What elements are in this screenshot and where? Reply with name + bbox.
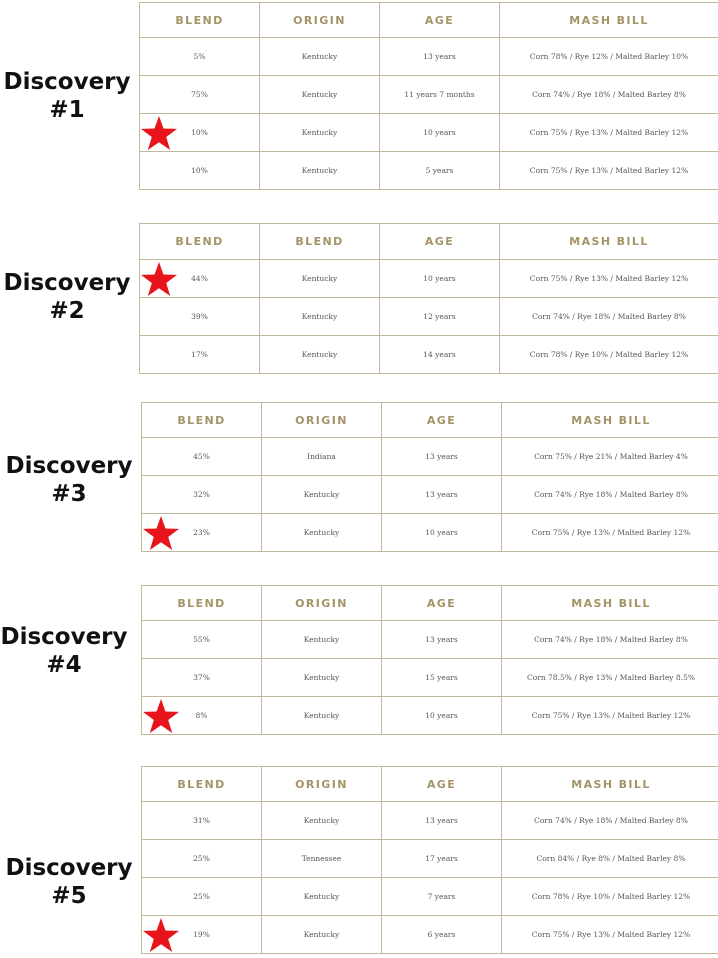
blend-value: 8% — [195, 711, 208, 720]
blend-value: 10% — [191, 166, 208, 175]
mash-value: Corn 74% / Rye 18% / Malted Barley 8% — [532, 90, 686, 99]
table-header-row — [142, 403, 718, 438]
origin-value: Kentucky — [301, 274, 338, 283]
table-row — [142, 438, 718, 476]
discovery-title: Discovery — [5, 855, 133, 881]
cell-mash — [502, 514, 718, 552]
origin-value: Kentucky — [301, 128, 338, 137]
table-row — [142, 878, 718, 916]
cell-mash — [502, 878, 718, 916]
table-row — [140, 114, 718, 152]
blend-value: 17% — [191, 350, 208, 359]
cell-mash — [502, 840, 718, 878]
discovery-title: Discovery — [0, 624, 128, 650]
table-row — [142, 697, 718, 735]
cell-blend — [140, 114, 260, 152]
table-header-row — [140, 3, 718, 38]
cell-mash — [500, 336, 718, 374]
table-row — [140, 38, 718, 76]
star-icon — [142, 917, 180, 953]
origin-value: Kentucky — [301, 166, 338, 175]
cell-blend — [140, 38, 260, 76]
cell-age — [380, 298, 500, 336]
column-header: MASH BILL — [502, 403, 718, 438]
mash-value: Corn 75% / Rye 13% / Malted Barley 12% — [529, 166, 689, 175]
blend-value: 37% — [193, 673, 210, 682]
mash-value: Corn 75% / Rye 13% / Malted Barley 12% — [531, 711, 691, 720]
cell-age — [382, 659, 502, 697]
cell-origin — [260, 76, 380, 114]
age-value: 13 years — [425, 816, 458, 825]
cell-blend — [140, 260, 260, 298]
discovery-label — [0, 452, 138, 508]
cell-mash — [500, 260, 718, 298]
cell-origin — [260, 298, 380, 336]
origin-value: Kentucky — [303, 930, 340, 939]
cell-origin — [262, 840, 382, 878]
cell-origin — [260, 152, 380, 190]
origin-value: Kentucky — [301, 52, 338, 61]
discovery-label — [0, 623, 128, 679]
table-row — [142, 621, 718, 659]
age-value: 10 years — [425, 528, 458, 537]
mash-value: Corn 84% / Rye 8% / Malted Barley 8% — [536, 854, 686, 863]
mash-value: Corn 74% / Rye 18% / Malted Barley 8% — [534, 635, 688, 644]
discovery-number: #3 — [51, 481, 87, 507]
star-icon — [142, 515, 180, 551]
cell-mash — [500, 298, 718, 336]
table-row — [142, 659, 718, 697]
cell-mash — [502, 659, 718, 697]
age-value: 13 years — [423, 52, 456, 61]
cell-mash — [502, 697, 718, 735]
cell-origin — [260, 260, 380, 298]
cell-origin — [262, 697, 382, 735]
star-icon — [140, 115, 178, 151]
origin-value: Kentucky — [303, 816, 340, 825]
column-header: ORIGIN — [262, 403, 382, 438]
column-header: BLEND — [142, 767, 262, 802]
cell-age — [382, 514, 502, 552]
cell-mash — [502, 916, 718, 954]
column-header: BLEND — [142, 586, 262, 621]
cell-age — [382, 878, 502, 916]
cell-origin — [262, 476, 382, 514]
origin-value: Kentucky — [301, 90, 338, 99]
blend-value: 32% — [193, 490, 210, 499]
table-row — [140, 152, 718, 190]
cell-blend — [140, 76, 260, 114]
origin-value: Kentucky — [303, 528, 340, 537]
mash-value: Corn 74% / Rye 18% / Malted Barley 8% — [534, 816, 688, 825]
cell-mash — [500, 38, 718, 76]
discovery-label — [0, 269, 134, 325]
mash-value: Corn 78% / Rye 12% / Malted Barley 10% — [529, 52, 689, 61]
origin-value: Tennessee — [301, 854, 342, 863]
cell-blend — [140, 298, 260, 336]
column-header: MASH BILL — [500, 3, 718, 38]
discovery-label — [0, 854, 138, 910]
cell-blend — [140, 336, 260, 374]
blend-table — [141, 585, 718, 735]
column-header: ORIGIN — [262, 586, 382, 621]
discovery-title: Discovery — [3, 69, 131, 95]
cell-age — [382, 916, 502, 954]
table-row — [140, 76, 718, 114]
column-header: AGE — [380, 224, 500, 260]
mash-value: Corn 75% / Rye 13% / Malted Barley 12% — [531, 528, 691, 537]
column-header: MASH BILL — [500, 224, 718, 260]
blend-value: 19% — [193, 930, 210, 939]
cell-origin — [262, 514, 382, 552]
cell-blend — [142, 916, 262, 954]
age-value: 7 years — [427, 892, 456, 901]
cell-mash — [502, 621, 718, 659]
discovery-number: #5 — [51, 883, 87, 909]
cell-age — [380, 260, 500, 298]
age-value: 15 years — [425, 673, 458, 682]
blend-value: 25% — [193, 892, 210, 901]
table-row — [142, 476, 718, 514]
blend-value: 25% — [193, 854, 210, 863]
column-header: BLEND — [260, 224, 380, 260]
cell-blend — [142, 802, 262, 840]
age-value: 10 years — [423, 128, 456, 137]
cell-origin — [262, 878, 382, 916]
origin-value: Kentucky — [303, 635, 340, 644]
cell-blend — [142, 476, 262, 514]
cell-blend — [142, 878, 262, 916]
blend-value: 45% — [193, 452, 210, 461]
mash-value: Corn 74% / Rye 18% / Malted Barley 8% — [532, 312, 686, 321]
table-header-row — [140, 224, 718, 260]
table-row — [142, 514, 718, 552]
cell-mash — [500, 114, 718, 152]
origin-value: Indiana — [307, 452, 336, 461]
cell-age — [382, 697, 502, 735]
table-row — [140, 336, 718, 374]
column-header: AGE — [380, 3, 500, 38]
discovery-title: Discovery — [5, 453, 133, 479]
origin-value: Kentucky — [303, 490, 340, 499]
cell-age — [382, 438, 502, 476]
cell-origin — [260, 336, 380, 374]
origin-value: Kentucky — [303, 892, 340, 901]
blend-value: 75% — [191, 90, 208, 99]
mash-value: Corn 78% / Rye 10% / Malted Barley 12% — [529, 350, 689, 359]
blend-table — [139, 223, 718, 374]
blend-value: 39% — [191, 312, 208, 321]
mash-value: Corn 75% / Rye 13% / Malted Barley 12% — [529, 128, 689, 137]
cell-blend — [142, 514, 262, 552]
mash-value: Corn 75% / Rye 13% / Malted Barley 12% — [529, 274, 689, 283]
origin-value: Kentucky — [303, 673, 340, 682]
blend-value: 55% — [193, 635, 210, 644]
age-value: 13 years — [425, 490, 458, 499]
cell-mash — [502, 476, 718, 514]
blend-value: 10% — [191, 128, 208, 137]
blend-value: 5% — [193, 52, 206, 61]
cell-age — [382, 476, 502, 514]
column-header: ORIGIN — [262, 767, 382, 802]
cell-origin — [262, 659, 382, 697]
age-value: 13 years — [425, 635, 458, 644]
discovery-title: Discovery — [3, 270, 131, 296]
origin-value: Kentucky — [301, 350, 338, 359]
age-value: 12 years — [423, 312, 456, 321]
blend-table — [141, 402, 718, 552]
column-header: AGE — [382, 403, 502, 438]
age-value: 10 years — [425, 711, 458, 720]
cell-age — [380, 152, 500, 190]
age-value: 14 years — [423, 350, 456, 359]
column-header: BLEND — [140, 224, 260, 260]
cell-blend — [142, 438, 262, 476]
cell-age — [382, 840, 502, 878]
cell-mash — [502, 802, 718, 840]
blend-value: 23% — [193, 528, 210, 537]
cell-mash — [502, 438, 718, 476]
cell-age — [382, 621, 502, 659]
cell-origin — [260, 114, 380, 152]
cell-origin — [262, 438, 382, 476]
cell-blend — [142, 621, 262, 659]
mash-value: Corn 74% / Rye 18% / Malted Barley 8% — [534, 490, 688, 499]
table-row — [142, 916, 718, 954]
table-header-row — [142, 767, 718, 802]
cell-mash — [500, 76, 718, 114]
origin-value: Kentucky — [303, 711, 340, 720]
column-header: BLEND — [142, 403, 262, 438]
cell-origin — [262, 621, 382, 659]
blend-table — [139, 2, 718, 190]
cell-blend — [140, 152, 260, 190]
age-value: 17 years — [425, 854, 458, 863]
cell-age — [382, 802, 502, 840]
cell-blend — [142, 697, 262, 735]
cell-age — [380, 114, 500, 152]
cell-origin — [262, 916, 382, 954]
column-header: ORIGIN — [260, 3, 380, 38]
column-header: BLEND — [140, 3, 260, 38]
column-header: MASH BILL — [502, 767, 718, 802]
table-row — [140, 260, 718, 298]
age-value: 10 years — [423, 274, 456, 283]
discovery-number: #2 — [49, 298, 85, 324]
age-value: 11 years 7 months — [404, 90, 475, 99]
discovery-label — [0, 68, 134, 124]
star-icon — [140, 261, 178, 297]
age-value: 13 years — [425, 452, 458, 461]
cell-blend — [142, 840, 262, 878]
mash-value: Corn 75% / Rye 21% / Malted Barley 4% — [534, 452, 688, 461]
cell-origin — [262, 802, 382, 840]
cell-mash — [500, 152, 718, 190]
table-row — [140, 298, 718, 336]
cell-age — [380, 76, 500, 114]
mash-value: Corn 78% / Rye 10% / Malted Barley 12% — [531, 892, 691, 901]
cell-blend — [142, 659, 262, 697]
table-row — [142, 802, 718, 840]
blend-table — [141, 766, 718, 954]
column-header: MASH BILL — [502, 586, 718, 621]
mash-value: Corn 78.5% / Rye 13% / Malted Barley 8.5% — [527, 673, 695, 682]
cell-age — [380, 38, 500, 76]
discovery-number: #4 — [46, 652, 82, 678]
age-value: 5 years — [425, 166, 454, 175]
discovery-number: #1 — [49, 97, 85, 123]
blend-value: 31% — [193, 816, 210, 825]
table-row — [142, 840, 718, 878]
age-value: 6 years — [427, 930, 456, 939]
column-header: AGE — [382, 586, 502, 621]
mash-value: Corn 75% / Rye 13% / Malted Barley 12% — [531, 930, 691, 939]
cell-origin — [260, 38, 380, 76]
blend-value: 44% — [191, 274, 208, 283]
cell-age — [380, 336, 500, 374]
table-header-row — [142, 586, 718, 621]
star-icon — [142, 698, 180, 734]
origin-value: Kentucky — [301, 312, 338, 321]
column-header: AGE — [382, 767, 502, 802]
